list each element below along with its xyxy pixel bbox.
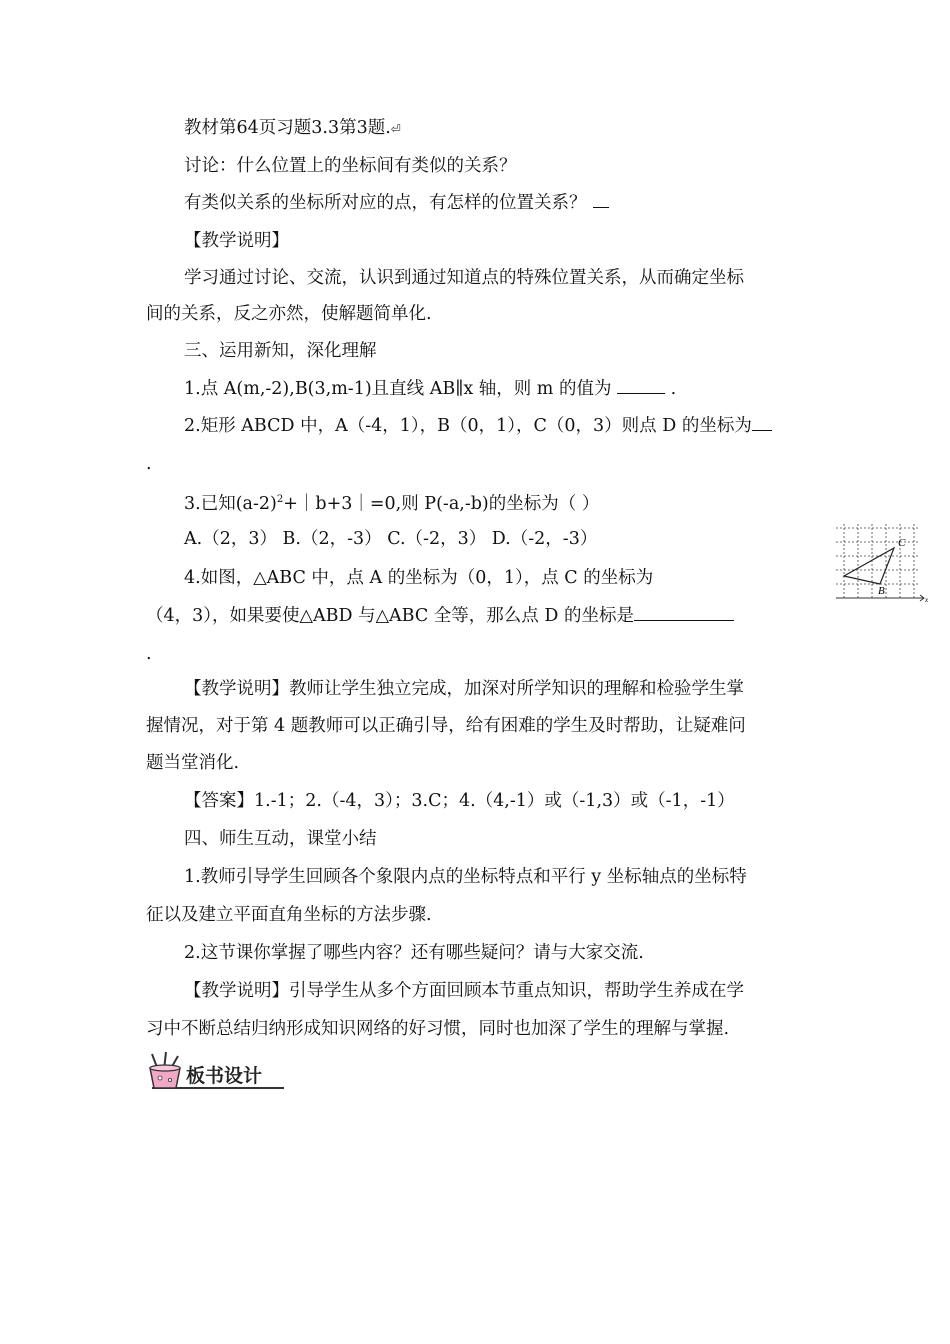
x-axis-label: x bbox=[925, 596, 929, 604]
line-position-question: 有类似关系的坐标所对应的点，有怎样的位置关系？ bbox=[184, 192, 609, 214]
exercise-2: 2.矩形 ABCD 中，A（-4，1），B（0，1），C（0，3）则点 D 的坐标为 bbox=[184, 415, 772, 437]
exercise-4-end: . bbox=[146, 644, 152, 664]
section-heading-summary: 四、师生互动，课堂小结 bbox=[184, 829, 377, 849]
paragraph-mark: ⏎ bbox=[390, 122, 401, 136]
heading-teaching-note: 【教学说明】 bbox=[184, 231, 289, 251]
paragraph-line: 征以及建立平面直角坐标的方法步骤. bbox=[146, 905, 432, 925]
paragraph-line: 习中不断总结归纳形成知识网络的好习惯，同时也加深了学生的理解与掌握. bbox=[146, 1019, 730, 1039]
paragraph-line: 学习通过讨论、交流，认识到通过知道点的特殊位置关系，从而确定坐标 bbox=[184, 268, 744, 288]
triangle-abc bbox=[844, 548, 894, 584]
teaching-note-summary: 【教学说明】引导学生从多个方面回顾本节重点知识，帮助学生养成在学 bbox=[184, 981, 744, 1001]
answer-blank bbox=[617, 378, 665, 394]
exercise-2-end: . bbox=[146, 454, 152, 474]
answer-blank bbox=[634, 605, 734, 621]
line-discussion-question: 讨论：什么位置上的坐标间有类似的关系？ bbox=[184, 156, 517, 176]
exercise-4-continued: （4，3），如果要使△ABD 与△ABC 全等，那么点 D 的坐标是 bbox=[146, 605, 734, 627]
paragraph-line: 题当堂消化. bbox=[146, 753, 240, 773]
paragraph-line: 间的关系，反之亦然，使解题简单化. bbox=[146, 304, 432, 324]
pencil-cup-icon bbox=[150, 1052, 180, 1088]
board-design-banner bbox=[144, 1050, 288, 1092]
banner-title: 板书设计 bbox=[186, 1065, 263, 1087]
exercise-1: 1.点 A(m,-2),B(3,m-1)且直线 AB∥x 轴，则 m 的值为 . bbox=[184, 379, 677, 399]
exercise-4: 4.如图，△ABC 中，点 A 的坐标为（0，1），点 C 的坐标为 bbox=[184, 568, 654, 588]
answer-blank bbox=[752, 415, 772, 431]
paragraph-line: 握情况，对于第 4 题教师可以正确引导，给有困难的学生及时帮助，让疑难问 bbox=[146, 716, 746, 736]
line-textbook-reference: 教材第64页习题3.3第3题.⏎ bbox=[184, 118, 401, 138]
answer-key: 【答案】1.-1；2.（-4，3）；3.C；4.（4,-1）或（-1,3）或（-1，-1） bbox=[184, 791, 735, 811]
coordinate-grid-figure bbox=[836, 524, 932, 608]
answer-blank bbox=[593, 192, 609, 208]
exercise-3-options: A.（2，3） B.（2，-3） C.（-2，3） D.（-2，-3） bbox=[184, 529, 598, 549]
label-c: C bbox=[898, 537, 906, 549]
exercise-3: 3.已知$(a-2)^2+|b+3|=0$,则 P(-a,-b)的坐标为（ ） bbox=[184, 493, 600, 514]
label-b: B bbox=[878, 585, 885, 597]
summary-item-2: 2.这节课你掌握了哪些内容？还有哪些疑问？请与大家交流. bbox=[184, 943, 644, 963]
summary-item-1: 1.教师引导学生回顾各个象限内点的坐标特点和平行 y 坐标轴点的坐标特 bbox=[184, 867, 747, 887]
teaching-note-paragraph: 【教学说明】教师让学生独立完成，加深对所学知识的理解和检验学生掌 bbox=[184, 679, 744, 699]
section-heading-apply: 三、运用新知，深化理解 bbox=[184, 341, 377, 361]
